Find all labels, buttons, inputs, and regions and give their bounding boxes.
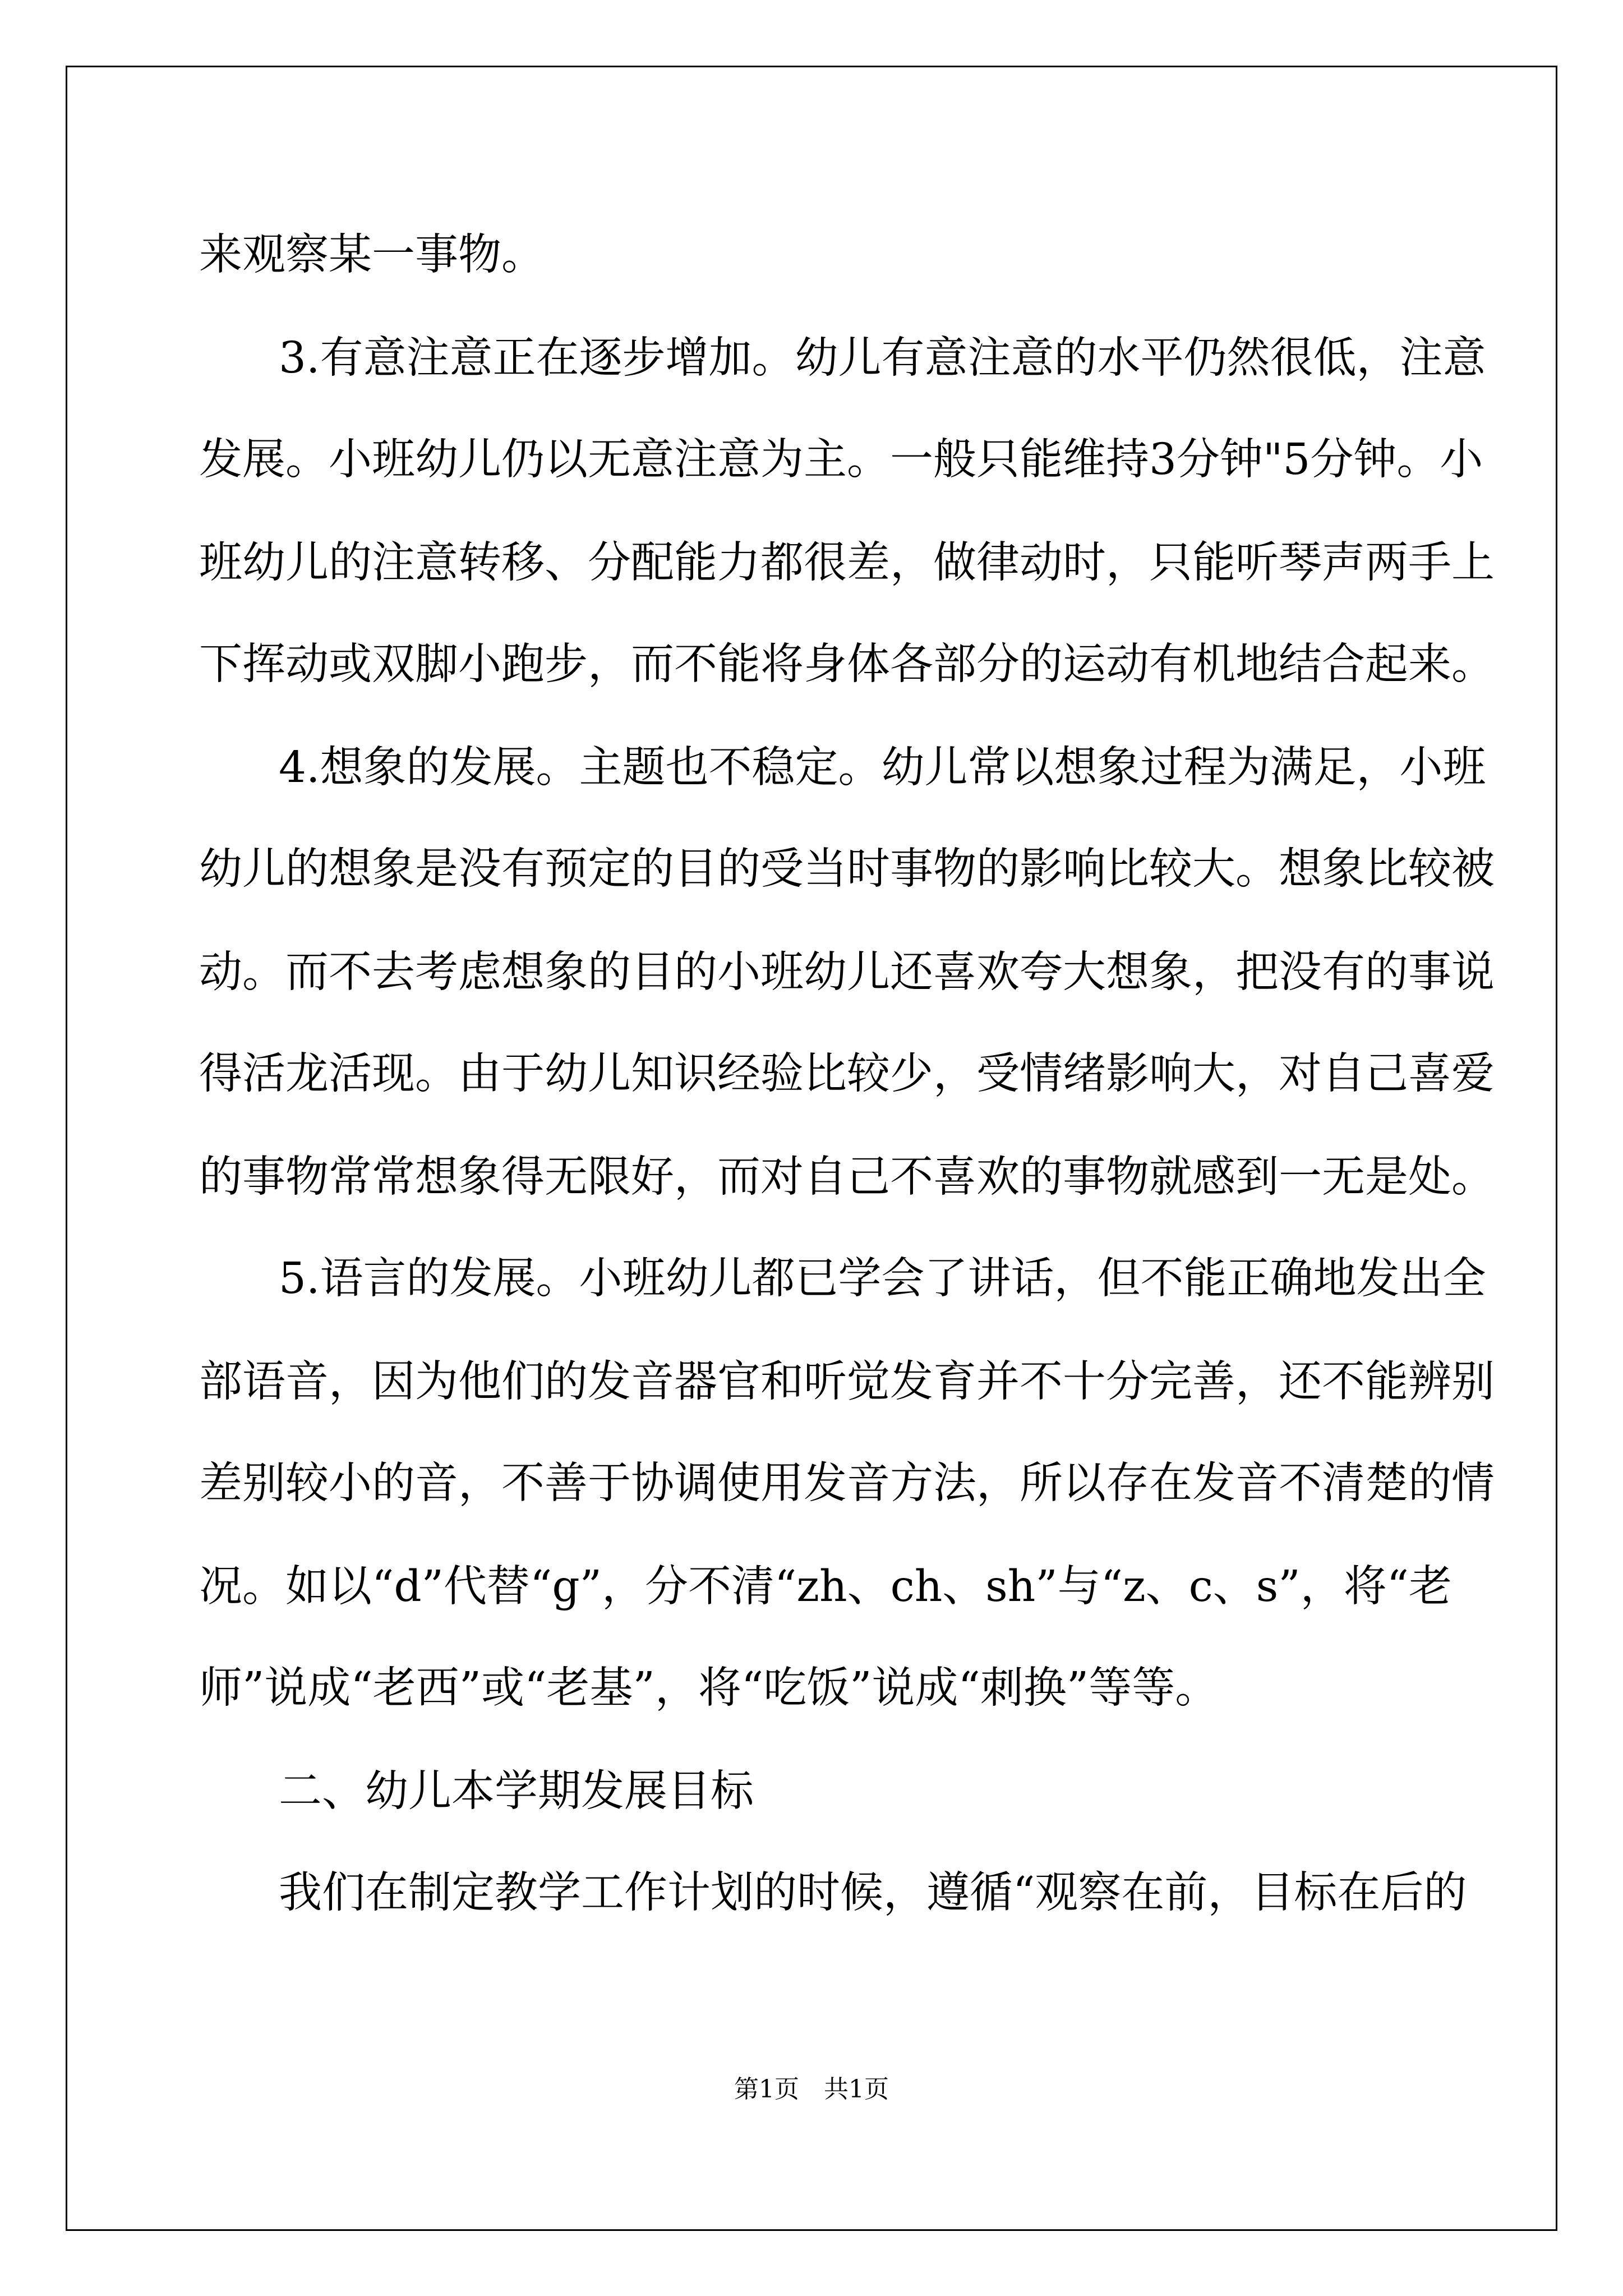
- paragraph-line: 班幼儿的注意转移、分配能力都很差，做律动时，只能听琴声两手上: [199, 538, 1495, 588]
- paragraph-line: 4.想象的发展。主题也不稳定。幼儿常以想象过程为满足，小班: [279, 743, 1486, 793]
- paragraph-line: 差别较小的音，不善于协调使用发音方法，所以存在发音不清楚的情: [199, 1458, 1495, 1508]
- paragraph-line: 幼儿的想象是没有预定的目的受当时事物的影响比较大。想象比较被: [199, 844, 1495, 894]
- paragraph-line: 况。如以“d”代替“g”，分不清“zh、ch、sh”与“z、c、s”，将“老: [199, 1562, 1453, 1612]
- paragraph-line: 3.有意注意正在逐步增加。幼儿有意注意的水平仍然很低，注意: [279, 333, 1486, 383]
- paragraph-line: 师”说成“老西”或“老基”，将“吃饭”说成“刺换”等等。: [199, 1663, 1219, 1713]
- paragraph-line: 发展。小班幼儿仍以无意注意为主。一般只能维持3分钟"5分钟。小: [199, 435, 1483, 485]
- paragraph-line: 得活龙活现。由于幼儿知识经验比较少，受情绪影响大，对自己喜爱: [199, 1049, 1495, 1099]
- section-heading: 二、幼儿本学期发展目标: [279, 1766, 754, 1816]
- paragraph-line: 5.语言的发展。小班幼儿都已学会了讲话，但不能正确地发出全: [279, 1254, 1486, 1304]
- paragraph-line: 动。而不去考虑想象的目的小班幼儿还喜欢夸大想象，把没有的事说: [199, 947, 1495, 997]
- page-footer: 第1页 共1页: [734, 2075, 889, 2104]
- paragraph-line: 部语音，因为他们的发音器官和听觉发育并不十分完善，还不能辨别: [199, 1357, 1495, 1407]
- paragraph-line: 我们在制定教学工作计划的时候，遵循“观察在前，目标在后的: [279, 1868, 1467, 1918]
- paragraph-line: 的事物常常想象得无限好，而对自己不喜欢的事物就感到一无是处。: [199, 1152, 1495, 1202]
- paragraph-line: 下挥动或双脚小跑步，而不能将身体各部分的运动有机地结合起来。: [199, 639, 1495, 689]
- paragraph-line: 来观察某一事物。: [199, 230, 545, 280]
